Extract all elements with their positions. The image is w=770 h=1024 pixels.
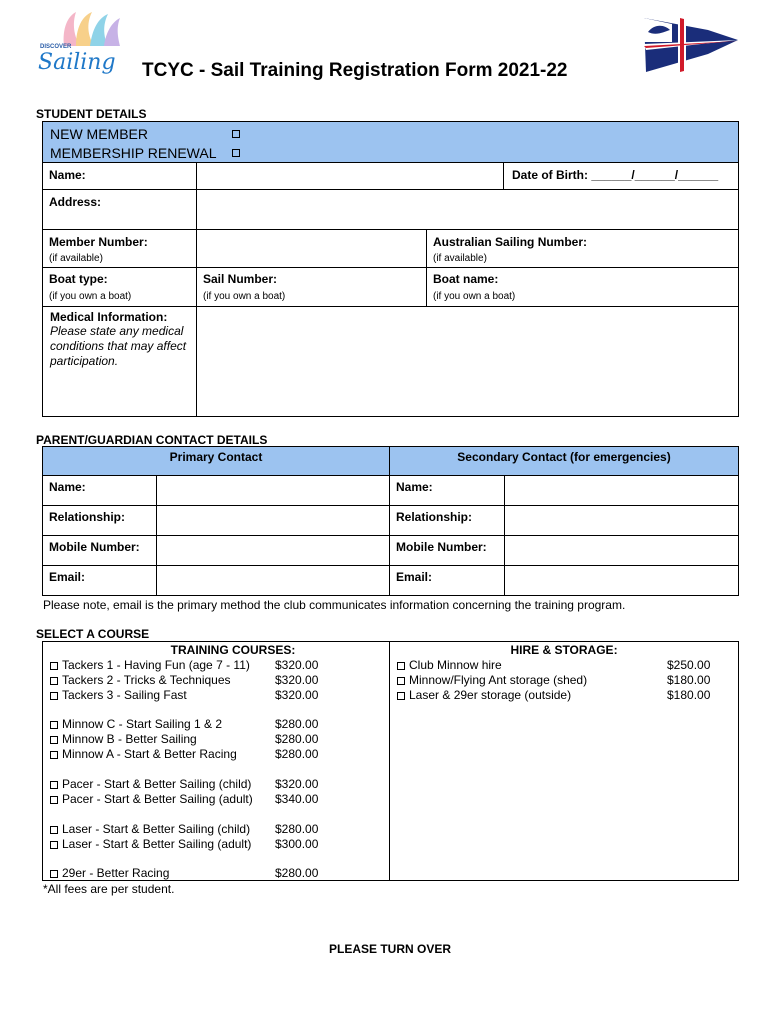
course-label: Minnow C - Start Sailing 1 & 2	[62, 717, 223, 731]
as-number-note: (if available)	[433, 253, 487, 264]
primary-mobile-field[interactable]	[157, 536, 388, 565]
club-flag-icon	[638, 14, 740, 76]
boat-type-note: (if you own a boat)	[49, 291, 132, 302]
course-label: Pacer - Start & Better Sailing (adult)	[62, 792, 253, 806]
course-price: $340.00	[275, 792, 319, 806]
hire-item[interactable]	[397, 673, 587, 687]
student-name-label: Name:	[49, 168, 86, 182]
course-price: $280.00	[275, 717, 319, 731]
course-label: Tackers 3 - Sailing Fast	[62, 688, 187, 702]
course-price: $320.00	[275, 688, 319, 702]
address-field[interactable]	[197, 190, 738, 229]
fees-note: *All fees are per student.	[43, 882, 175, 896]
member-number-field[interactable]	[197, 230, 425, 267]
course-label: Tackers 2 - Tricks & Techniques	[62, 673, 231, 687]
course-price: $280.00	[275, 866, 319, 880]
course-price: $300.00	[275, 837, 319, 851]
hire-item[interactable]	[397, 658, 502, 672]
course-item[interactable]	[50, 747, 237, 761]
course-price: $280.00	[275, 822, 319, 836]
course-label: Pacer - Start & Better Sailing (child)	[62, 777, 252, 791]
medical-label: Medical Information:	[50, 310, 168, 324]
secondary-mobile-label: Mobile Number:	[396, 540, 487, 554]
checkbox-icon[interactable]	[50, 870, 58, 878]
course-label: Laser - Start & Better Sailing (child)	[62, 822, 251, 836]
course-item[interactable]	[50, 777, 251, 791]
secondary-name-label: Name:	[396, 480, 433, 494]
checkbox-icon[interactable]	[397, 677, 405, 685]
hire-label: Laser & 29er storage (outside)	[409, 688, 572, 702]
medical-field[interactable]	[197, 307, 738, 416]
secondary-email-label: Email:	[396, 570, 433, 584]
primary-name-field[interactable]	[157, 476, 388, 505]
checkbox-icon[interactable]	[50, 751, 58, 759]
primary-email-field[interactable]	[157, 566, 388, 595]
checkbox-icon[interactable]	[50, 841, 58, 849]
course-item[interactable]	[50, 822, 250, 836]
checkbox-icon[interactable]	[50, 736, 58, 744]
new-member-label: NEW MEMBER	[50, 126, 148, 142]
course-item[interactable]	[50, 732, 197, 746]
primary-contact-header: Primary Contact	[169, 450, 263, 464]
course-item[interactable]	[50, 688, 187, 702]
checkbox-icon[interactable]	[50, 781, 58, 789]
course-item[interactable]	[50, 866, 169, 880]
training-courses-header: TRAINING COURSES:	[170, 643, 296, 657]
secondary-mobile-field[interactable]	[505, 536, 738, 565]
parent-section-title: PARENT/GUARDIAN CONTACT DETAILS	[36, 433, 268, 447]
course-label: Minnow B - Better Sailing	[62, 732, 197, 746]
secondary-email-field[interactable]	[505, 566, 738, 595]
hire-price: $180.00	[667, 688, 711, 702]
course-price: $280.00	[275, 732, 319, 746]
student-name-field[interactable]	[197, 163, 502, 189]
course-label: 29er - Better Racing	[62, 866, 170, 880]
boat-name-label: Boat name:	[433, 272, 499, 286]
course-price: $320.00	[275, 658, 319, 672]
course-price: $320.00	[275, 777, 319, 791]
renewal-label: MEMBERSHIP RENEWAL	[50, 145, 217, 161]
hire-label: Minnow/Flying Ant storage (shed)	[409, 673, 588, 687]
course-item[interactable]	[50, 837, 251, 851]
checkbox-icon[interactable]	[50, 662, 58, 670]
new-member-checkbox[interactable]	[232, 130, 240, 138]
member-number-note: (if available)	[49, 253, 103, 264]
secondary-relationship-field[interactable]	[505, 506, 738, 535]
course-item[interactable]	[50, 717, 222, 731]
logo-small-text: DISCOVER	[40, 44, 72, 50]
hire-price: $250.00	[667, 658, 711, 672]
hire-item[interactable]	[397, 688, 571, 702]
primary-relationship-label: Relationship:	[49, 510, 126, 524]
course-label: Laser - Start & Better Sailing (adult)	[62, 837, 252, 851]
checkbox-icon[interactable]	[397, 662, 405, 670]
boat-type-label: Boat type:	[49, 272, 108, 286]
checkbox-icon[interactable]	[397, 692, 405, 700]
course-section-title: SELECT A COURSE	[36, 627, 150, 641]
checkbox-icon[interactable]	[50, 677, 58, 685]
checkbox-icon[interactable]	[50, 721, 58, 729]
hire-label: Club Minnow hire	[409, 658, 502, 672]
date-of-birth-field[interactable]: Date of Birth: ______/______/______	[512, 168, 719, 182]
page-title: TCYC - Sail Training Registration Form 2021-22	[142, 60, 568, 81]
member-number-label: Member Number:	[49, 235, 148, 249]
course-price: $320.00	[275, 673, 319, 687]
sail-number-label: Sail Number:	[203, 272, 278, 286]
secondary-name-field[interactable]	[505, 476, 738, 505]
primary-mobile-label: Mobile Number:	[49, 540, 140, 554]
primary-email-label: Email:	[49, 570, 86, 584]
course-item[interactable]	[50, 658, 250, 672]
course-price: $280.00	[275, 747, 319, 761]
course-item[interactable]	[50, 792, 253, 806]
sail-number-note: (if you own a boat)	[203, 291, 286, 302]
email-note: Please note, email is the primary method the club communicates information concerning the training program.	[43, 598, 626, 612]
please-turn-over: PLEASE TURN OVER	[328, 942, 451, 956]
primary-relationship-field[interactable]	[157, 506, 388, 535]
boat-name-note: (if you own a boat)	[433, 291, 516, 302]
address-label: Address:	[49, 195, 102, 209]
logo-sailing-text: Sailing	[38, 50, 116, 75]
as-number-label: Australian Sailing Number:	[433, 235, 588, 249]
primary-name-label: Name:	[49, 480, 86, 494]
medical-note: Please state any medical conditions that may affect participation.	[50, 324, 187, 368]
course-label: Minnow A - Start & Better Racing	[62, 747, 237, 761]
checkbox-icon[interactable]	[50, 692, 58, 700]
checkbox-icon[interactable]	[50, 796, 58, 804]
discover-sailing-logo	[34, 8, 139, 78]
course-label: Tackers 1 - Having Fun (age 7 - 11)	[62, 658, 250, 672]
renewal-checkbox[interactable]	[232, 149, 240, 157]
hire-storage-header: HIRE & STORAGE:	[510, 643, 618, 657]
hire-price: $180.00	[667, 673, 711, 687]
secondary-relationship-label: Relationship:	[396, 510, 473, 524]
course-item[interactable]	[50, 673, 231, 687]
secondary-contact-header: Secondary Contact (for emergencies)	[457, 450, 671, 464]
checkbox-icon[interactable]	[50, 826, 58, 834]
student-section-title: STUDENT DETAILS	[36, 107, 147, 121]
